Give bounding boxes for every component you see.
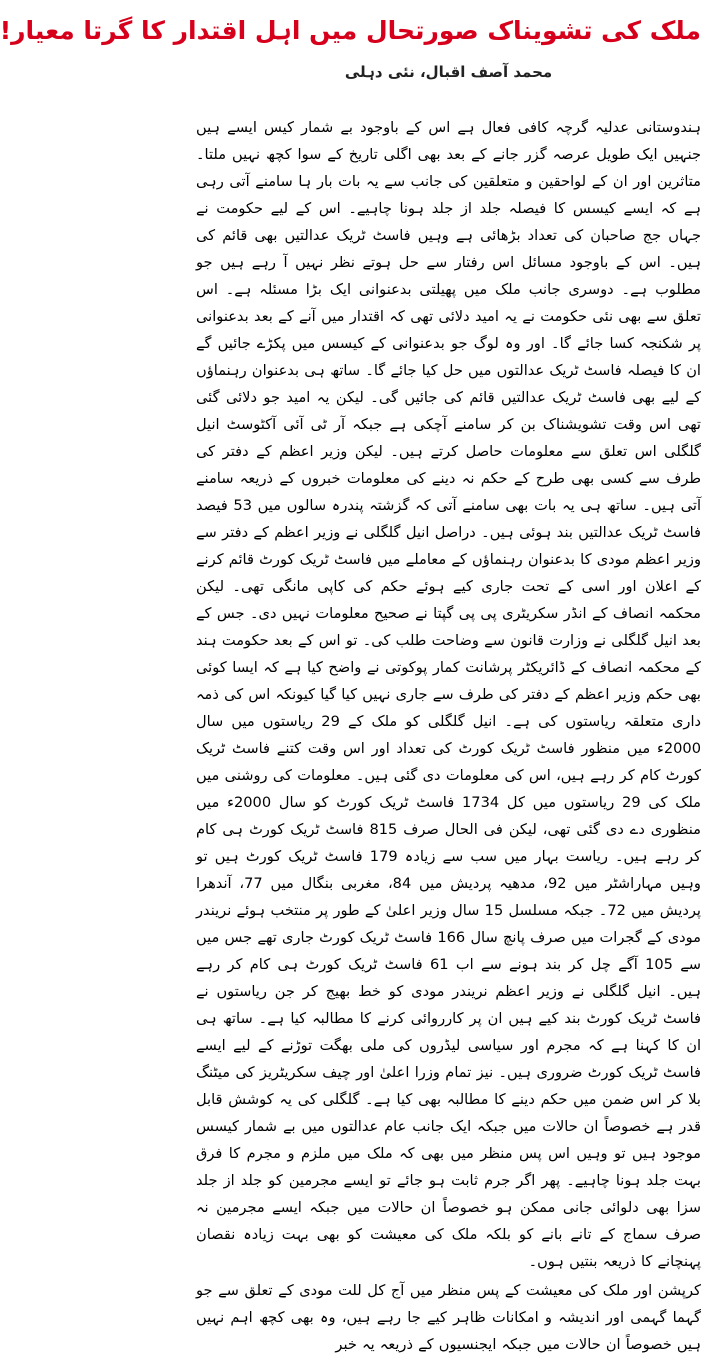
author-byline: محمد آصف اقبال، نئی دہلی: [344, 63, 553, 81]
article-body: [196, 114, 701, 1358]
article-paragraph-1: ہندوستانی عدلیہ گرچہ کافی فعال ہے اس کے باوجود بے شمار کیس ایسے ہیں جنہیں ایک طویل عرصہ گزر جانے کے بعد بھی اگلی تاریخ کے سوا کچھ نہیں ملتا۔ متاثرین اور ان کے لواحقین و متعلقین کی جانب سے یہ بات بار ہا سامنے آتی رہی ہے کہ ایسے کیسس کا فیصلہ جلد از جلد ہونا چاہیے۔ اس کے لیے حکومت نے جہاں جج صاحبان کی تعداد بڑھائی ہے وہیں فاسٹ ٹریک عدالتیں بھی قائم کی ہیں۔ اس کے باوجود مسائل اس رفتار سے حل ہوتے نظر نہیں آ رہے ہیں جو مطلوب ہے۔ دوسری جانب ملک میں پھیلتی بدعنوانی ایک بڑا مسئلہ ہے۔ اس تعلق سے بھی نئی حکومت نے یہ امید دلائی تھی کہ اقتدار میں آنے کے بعد بدعنوانی پر شکنجہ کسا جائے گا۔ اور وہ لوگ جو بدعنوانی کے کیسس میں پکڑے جائیں گے ان کا فیصلہ فاسٹ ٹریک عدالتوں میں حل کیا جائے گا۔ ساتھ ہی بدعنوان رہنماؤں کے لیے بھی فاسٹ ٹریک عدالتیں قائم کی جائیں گی۔ لیکن یہ امید جو دلائی گئی تھی اس وقت تشویشناک بن کر سامنے آچکی ہے جبکہ آر ٹی آئی آکٹوسٹ انیل گلگلی اس تعلق سے معلومات حاصل کرتے ہیں۔ لیکن وزیر اعظم کے دفتر کی طرف سے کسی بھی طرح کے حکم نہ دینے کی معلومات خبروں کے ذریعہ سامنے آتی ہیں۔ ساتھ ہی یہ بات بھی سامنے آتی کہ گزشتہ پندرہ سالوں میں 53 فیصد فاسٹ ٹریک عدالتیں بند ہوئی ہیں۔ دراصل انیل گلگلی نے وزیر اعظم کے دفتر سے وزیر اعظم مودی کا بدعنوان رہنماؤں کے معاملے میں فاسٹ ٹریک کورٹ قائم کرنے کے اعلان اور اسی کے تحت جاری کیے ہوئے حکم کی کاپی مانگی تھی۔ لیکن محکمہ انصاف کے انڈر سکریٹری پی پی گپتا نے صحیح معلومات نہیں دی۔ جس کے بعد انیل گلگلی نے وزارت قانون سے وضاحت طلب کی۔ تو اس کے بعد حکومت ہند کے محکمہ انصاف کے ڈائریکٹر پرشانت کمار پوکوتی نے واضح کیا ہے کہ ایسا کوئی بھی حکم وزیر اعظم کے دفتر کی طرف سے جاری نہیں کیا گیا کیونکہ اس کی ذمہ داری متعلقہ ریاستوں کی ہے۔ انیل گلگلی کو ملک کے 29 ریاستوں میں سال 2000ء میں منظور فاسٹ ٹریک کورٹ کی تعداد اور اس وقت کتنے فاسٹ ٹریک کورٹ کام کر رہے ہیں، اس کی معلومات دی گئی ہیں۔ معلومات کی روشنی میں ملک کی 29 ریاستوں میں کل 1734 فاسٹ ٹریک کورٹ کو سال 2000ء میں منظوری دے دی گئی تھی، لیکن فی الحال صرف 815 فاسٹ ٹریک کورٹ ہی کام کر رہے ہیں۔ ریاست بہار میں سب سے زیادہ 179 فاسٹ ٹریک کورٹ ہیں تو وہیں مہاراشٹر میں 92، مدھیہ پردیش میں 84، مغربی بنگال میں 77، آندھرا پردیش میں 72۔ جبکہ مسلسل 15 سال وزیر اعلیٰ کے طور پر منتخب ہوئے نریندر مودی کے گجرات میں صرف پانچ سال 166 فاسٹ ٹریک کورٹ جاری تھے جس میں سے 105 آگے چل کر بند ہونے سے اب 61 فاسٹ ٹریک کورٹ ہی کام کر رہے ہیں۔ انیل گلگلی نے وزیر اعظم نریندر مودی کو خط بھیج کر جن ریاستوں نے فاسٹ ٹریک کورٹ بند کیے ہیں ان پر کارروائی کرنے کا مطالبہ کیا ہے۔ ساتھ ہی ان کا کہنا ہے کہ مجرم اور سیاسی لیڈروں کی ملی بھگت توڑنے کے لیے ایسے فاسٹ ٹریک کورٹ ضروری ہیں۔ نیز تمام وزرا اعلیٰ اور چیف سکریٹریز کی میٹنگ بلا کر اس ضمن میں حکم دینے کا مطالبہ بھی کیا ہے۔ گلگلی کی یہ کوشش قابل قدر ہے خصوصاً ان حالات میں جبکہ ایک جانب عام عدالتوں میں بے شمار کیسس موجود ہیں تو وہیں اس پس منظر میں بھی کہ ملک میں ملزم و مجرم کا فرق بہت جلد ہونا چاہیے۔ پھر اگر جرم ثابت ہو جائے تو ایسے مجرمین کو جلد از جلد سزا بھی دلوائی جانی ممکن ہو خصوصاً ان حالات میں جبکہ ایسے مجرمین نہ صرف سماج کے تانے بانے کو بلکہ ملک کی معیشت کو بھی بہت زیادہ نقصان پہنچانے کا ذریعہ بنتیں ہوں۔: [196, 119, 702, 1270]
article-paragraph-2: کرپشن اور ملک کی معیشت کے پس منظر میں آج کل للت مودی کے تعلق سے جو گہما گہمی اور اندیشہ و امکانات ظاہر کیے جا رہے ہیں، وہ بھی کچھ اہم نہیں ہیں خصوصاً ان حالات میں جبکہ ایجنسیوں کے ذریعہ یہ خبر: [196, 1282, 701, 1353]
article-headline: ملک کی تشویناک صورتحال میں اہل اقتدار کا گرتا معیار!: [0, 16, 701, 45]
